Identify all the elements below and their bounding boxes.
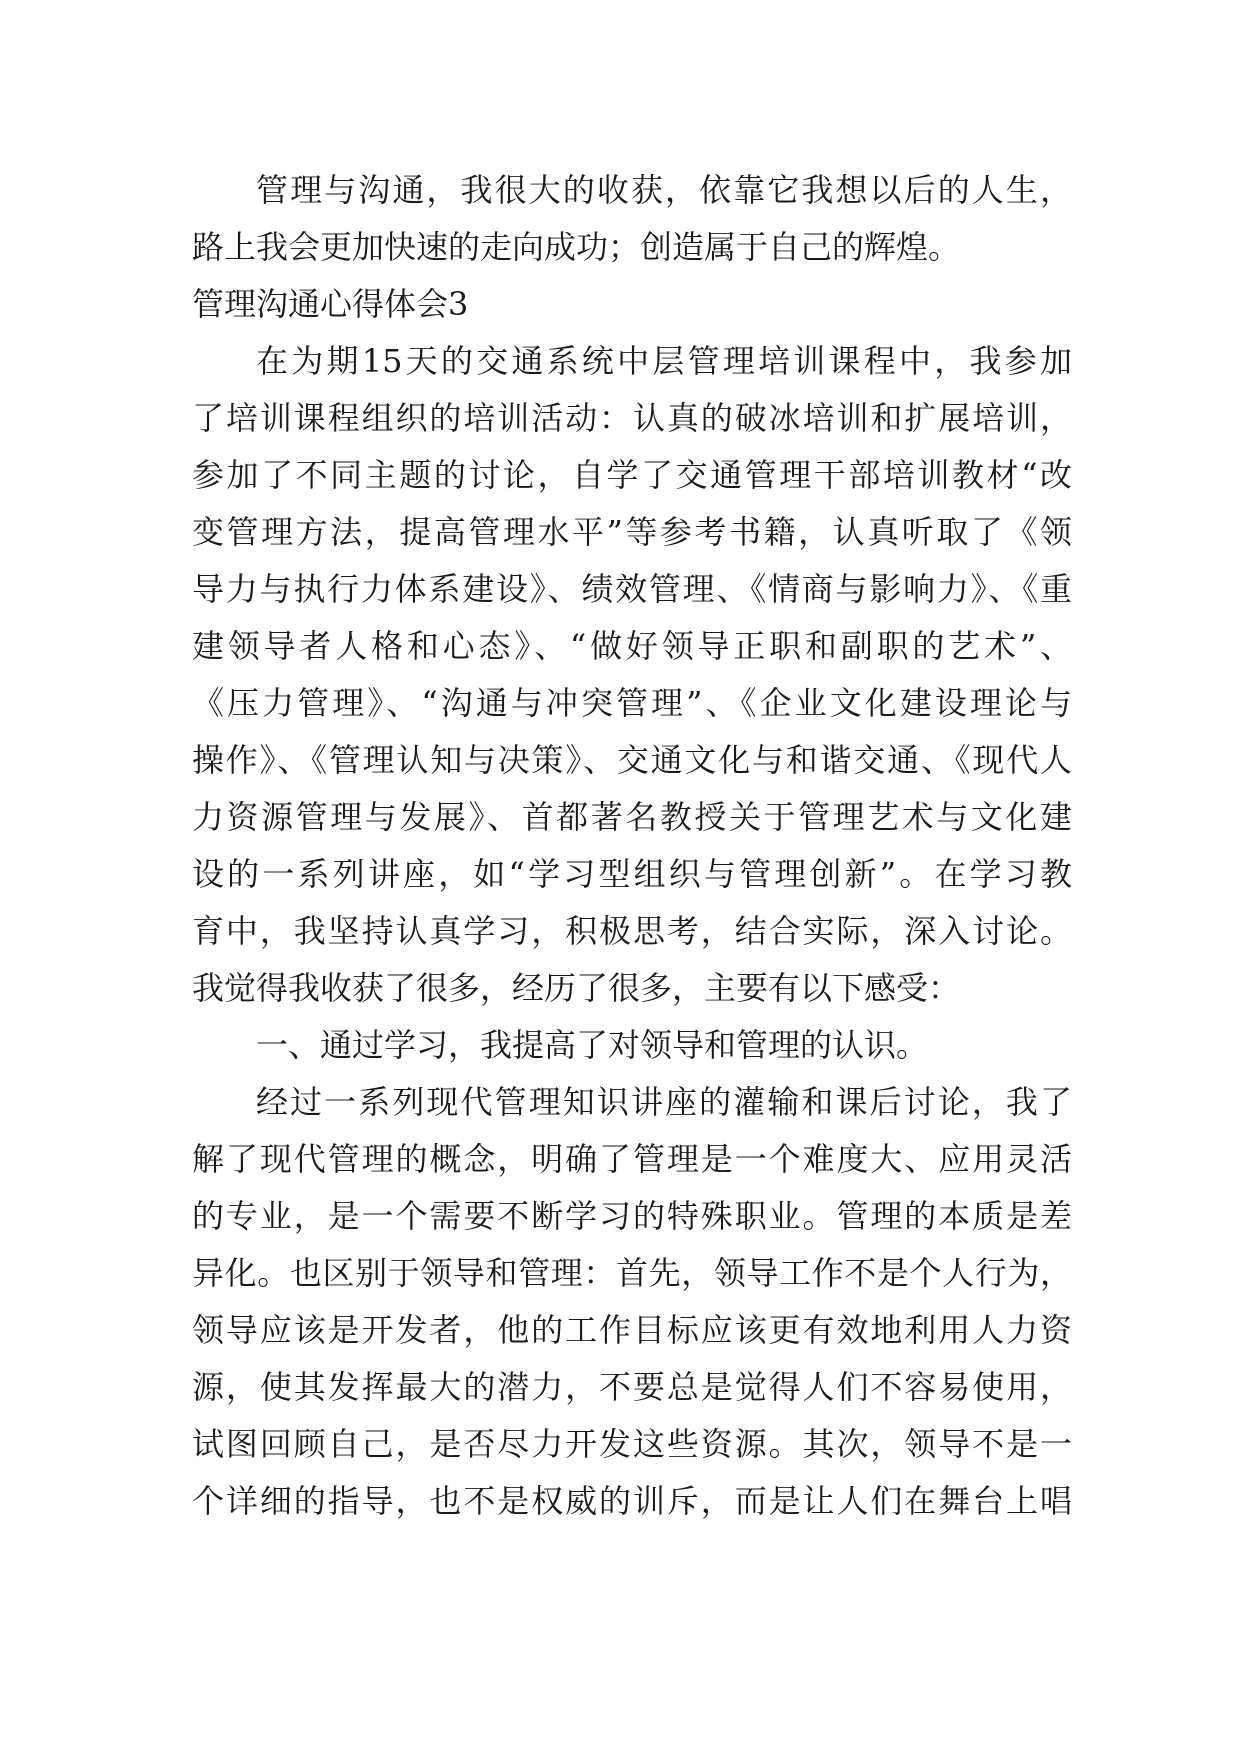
paragraph-line: 源，使其发挥最大的潜力，不要总是觉得人们不容易使用，	[192, 1368, 1072, 1406]
paragraph-line: 力资源管理与发展》、首都著名教授关于管理艺术与文化建	[192, 798, 1072, 836]
section-heading: 管理沟通心得体会3	[192, 285, 469, 323]
paragraph-line: 路上我会更加快速的走向成功；创造属于自己的辉煌。	[192, 228, 961, 266]
paragraph-line: 个详细的指导，也不是权威的训斥，而是让人们在舞台上唱	[192, 1482, 1072, 1520]
paragraph-line: 的专业，是一个需要不断学习的特殊职业。管理的本质是差	[192, 1197, 1072, 1235]
paragraph-line: 了培训课程组织的培训活动：认真的破冰培训和扩展培训，	[192, 399, 1072, 437]
paragraph-line: 参加了不同主题的讨论，自学了交通管理干部培训教材“改	[192, 456, 1072, 494]
subheading-line: 一、通过学习，我提高了对领导和管理的认识。	[256, 1026, 929, 1064]
paragraph-line: 异化。也区别于领导和管理：首先，领导工作不是个人行为，	[192, 1254, 1072, 1292]
paragraph-line: 育中，我坚持认真学习，积极思考，结合实际，深入讨论。	[192, 912, 1072, 950]
paragraph-line: 建领导者人格和心态》、“做好领导正职和副职的艺术”、	[192, 627, 1072, 665]
paragraph-line: 导力与执行力体系建设》、绩效管理、《情商与影响力》、《重	[192, 570, 1072, 608]
paragraph-line: 解了现代管理的概念，明确了管理是一个难度大、应用灵活	[192, 1140, 1072, 1178]
paragraph-line: 经过一系列现代管理知识讲座的灌输和课后讨论，我了	[256, 1083, 1072, 1121]
paragraph-line: 在为期15天的交通系统中层管理培训课程中，我参加	[256, 342, 1072, 380]
paragraph-line: 操作》、《管理认知与决策》、交通文化与和谐交通、《现代人	[192, 741, 1072, 779]
paragraph-line: 变管理方法，提高管理水平”等参考书籍，认真听取了《领	[192, 513, 1072, 551]
paragraph-line: 试图回顾自己，是否尽力开发这些资源。其次，领导不是一	[192, 1425, 1072, 1463]
paragraph-line: 《压力管理》、“沟通与冲突管理”、《企业文化建设理论与	[192, 684, 1072, 722]
paragraph-line: 领导应该是开发者，他的工作目标应该更有效地利用人力资	[192, 1311, 1072, 1349]
paragraph-line: 管理与沟通，我很大的收获，依靠它我想以后的人生，	[256, 171, 1072, 209]
paragraph-line: 我觉得我收获了很多，经历了很多，主要有以下感受：	[192, 969, 961, 1007]
paragraph-line: 设的一系列讲座，如“学习型组织与管理创新”。在学习教	[192, 855, 1072, 893]
